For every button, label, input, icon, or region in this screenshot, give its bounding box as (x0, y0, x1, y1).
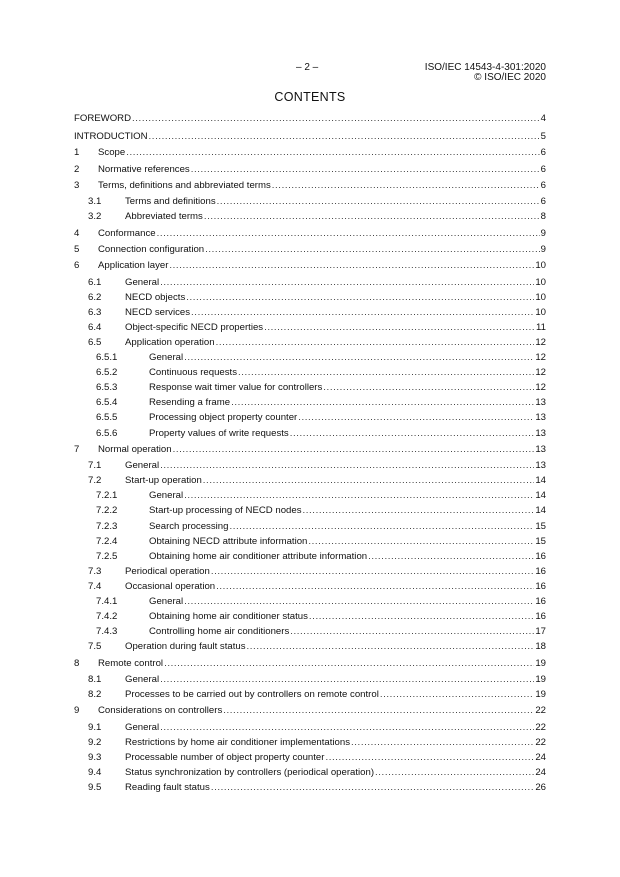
toc-entry-page: 5 (540, 131, 546, 142)
dot-leader (211, 565, 535, 578)
toc-entry-title: Conformance (98, 227, 156, 239)
toc-entry-page: 4 (540, 113, 546, 124)
toc-entry-title: General (125, 276, 160, 288)
toc-entry-page: 18 (535, 641, 546, 653)
toc-entry-title: Continuous requests (149, 367, 237, 379)
toc-entry-title: Occasional operation (125, 580, 216, 592)
toc-entry-title: Obtaining home air conditioner status (149, 611, 308, 623)
toc-entry-page: 12 (535, 382, 546, 394)
dot-leader (238, 366, 534, 379)
dot-leader (160, 673, 534, 686)
dot-leader (217, 195, 540, 208)
dot-leader (173, 443, 535, 456)
toc-entry-page: 6 (540, 196, 546, 208)
toc-entry-page: 16 (535, 611, 546, 623)
toc-entry-number: 6.2 (88, 291, 102, 303)
dot-leader (184, 351, 534, 364)
dot-leader (186, 291, 534, 304)
dot-leader (229, 520, 534, 533)
toc-entry-page: 13 (535, 397, 546, 409)
dot-leader (272, 179, 540, 192)
toc-entry-title: Processable number of object property counter (125, 751, 325, 763)
toc-entry[interactable] (74, 625, 546, 638)
toc-entry[interactable] (74, 595, 546, 608)
toc-entry[interactable] (74, 276, 546, 289)
toc-entry-title: Periodical operation (125, 565, 210, 577)
dot-leader (157, 227, 540, 240)
toc-entry[interactable] (74, 163, 546, 176)
toc-entry-number: 5 (74, 243, 80, 255)
toc-entry-number: 6.5.1 (96, 352, 118, 363)
toc-entry-title: Normal operation (98, 443, 172, 455)
dot-leader (211, 781, 535, 794)
toc-entry-title: Considerations on controllers (98, 705, 223, 717)
toc-entry[interactable] (74, 673, 546, 686)
toc-entry[interactable] (74, 751, 546, 764)
toc-entry-title: Restrictions by home air conditioner implementations (125, 736, 351, 748)
toc-entry-page: 14 (535, 490, 546, 502)
toc-entry-page: 15 (535, 535, 546, 547)
toc-entry-number: 7.2.3 (96, 520, 118, 532)
toc-entry-number: 9.2 (88, 736, 102, 748)
toc-entry-number: 8 (74, 657, 80, 669)
toc-entry[interactable] (74, 535, 546, 548)
toc-entry-page: 16 (535, 580, 546, 592)
toc-entry-number: 1 (74, 147, 80, 159)
toc-entry-page: 10 (535, 291, 546, 303)
toc-entry[interactable] (74, 766, 546, 779)
toc-entry-page: 6 (540, 147, 546, 159)
dot-leader (323, 381, 534, 394)
toc-entry[interactable] (74, 781, 546, 794)
toc-entry-title: Terms, definitions and abbreviated terms (98, 179, 271, 191)
toc-entry-page: 13 (535, 460, 546, 472)
toc-entry-page: 12 (535, 336, 546, 348)
toc-entry[interactable] (74, 227, 546, 240)
dot-leader (325, 751, 534, 764)
toc-entry-title: General (125, 721, 160, 733)
toc-entry-number: 7.2.2 (96, 505, 118, 517)
toc-entry[interactable] (74, 459, 546, 472)
toc-entry[interactable] (74, 721, 546, 734)
toc-entry-number: 2 (74, 163, 80, 175)
toc-entry-number: 6 (74, 260, 80, 272)
dot-leader (169, 259, 534, 272)
dot-leader (205, 243, 540, 256)
toc-entry-page: 10 (535, 306, 546, 318)
toc-entry-number: 7.2.5 (96, 550, 118, 562)
toc-entry-title: INTRODUCTION (74, 131, 148, 142)
toc-entry-number: 9.3 (88, 751, 102, 763)
toc-entry-title: Processes to be carried out by controllers on remote control (125, 689, 379, 700)
dot-leader (160, 721, 534, 734)
toc-entry[interactable] (74, 130, 546, 143)
toc-entry-page: 19 (535, 689, 546, 700)
toc-entry-title: Status synchronization by controllers (periodical operation) (125, 766, 375, 778)
toc-entry[interactable] (74, 306, 546, 319)
toc-entry-title: Object-specific NECD properties (125, 321, 264, 333)
toc-entry-page: 14 (535, 505, 546, 517)
toc-entry-number: 7.4.1 (96, 596, 118, 607)
toc-entry[interactable] (74, 427, 546, 440)
toc-entry-title: Application layer (98, 260, 169, 272)
toc-entry-page: 26 (535, 782, 546, 793)
dot-leader (160, 276, 534, 289)
toc-entry-number: 6.1 (88, 276, 102, 288)
toc-entry-page: 6 (540, 163, 546, 175)
toc-entry-page: 13 (535, 427, 546, 439)
dot-leader (290, 625, 534, 638)
toc-entry-title: Obtaining home air conditioner attribute information (149, 550, 368, 562)
toc-entry-number: 6.5.5 (96, 412, 118, 424)
toc-entry[interactable] (74, 704, 546, 717)
toc-entry-title: Start-up processing of NECD nodes (149, 505, 302, 517)
toc-entry-page: 10 (535, 276, 546, 288)
toc-entry[interactable] (74, 640, 546, 653)
toc-entry[interactable] (74, 565, 546, 578)
toc-entry-title: General (125, 673, 160, 685)
dot-leader (375, 766, 534, 779)
dot-leader (351, 736, 534, 749)
toc-entry[interactable] (74, 550, 546, 563)
toc-entry-number: 7.2 (88, 475, 102, 487)
toc-entry-page: 9 (540, 243, 546, 255)
toc-entry-title: Application operation (125, 336, 215, 348)
toc-entry[interactable] (74, 243, 546, 256)
toc-entry[interactable] (74, 321, 546, 334)
dot-leader (223, 704, 534, 717)
dot-leader (204, 210, 540, 223)
page-number: – 2 – (296, 62, 319, 73)
toc-entry-page: 24 (535, 751, 546, 763)
toc-entry-number: 3 (74, 179, 80, 191)
dot-leader (184, 595, 534, 608)
dot-leader (126, 146, 539, 159)
dot-leader (216, 336, 535, 349)
toc-entry[interactable] (74, 195, 546, 208)
dot-leader (298, 411, 534, 424)
toc-entry-page: 16 (535, 565, 546, 577)
toc-entry-number: 7.5 (88, 641, 102, 653)
toc-entry[interactable] (74, 504, 546, 517)
toc-entry-title: Search processing (149, 520, 229, 532)
dot-leader (380, 688, 535, 701)
standard-reference: ISO/IEC 14543-4-301:2020 (424, 62, 546, 73)
toc-entry[interactable] (74, 351, 546, 364)
toc-entry-number: 9.1 (88, 721, 102, 733)
dot-leader (290, 427, 535, 440)
toc-entry[interactable] (74, 146, 546, 159)
toc-entry-page: 22 (535, 705, 546, 717)
page-title: CONTENTS (274, 90, 346, 104)
toc-entry-page: 24 (535, 766, 546, 778)
toc-entry-number: 9.5 (88, 782, 102, 793)
dot-leader (203, 474, 535, 487)
toc-entry-number: 7.3 (88, 565, 102, 577)
toc-entry-title: FOREWORD (74, 113, 132, 124)
toc-entry-number: 9.4 (88, 766, 102, 778)
toc-entry-number: 8.1 (88, 673, 102, 685)
toc-entry[interactable] (74, 179, 546, 192)
dot-leader (303, 504, 535, 517)
toc-entry-title: Remote control (98, 657, 164, 669)
toc-entry[interactable] (74, 657, 546, 670)
toc-entry-title: NECD objects (125, 291, 186, 303)
toc-entry[interactable] (74, 381, 546, 394)
toc-entry[interactable] (74, 474, 546, 487)
dot-leader (191, 306, 534, 319)
toc-entry-title: Controlling home air conditioners (149, 626, 290, 638)
toc-entry-title: Normative references (98, 163, 190, 175)
toc-entry-title: Property values of write requests (149, 427, 289, 439)
dot-leader (164, 657, 534, 670)
toc-entry-page: 16 (535, 550, 546, 562)
toc-entry-number: 7 (74, 443, 80, 455)
dot-leader (132, 112, 540, 125)
dot-leader (191, 163, 540, 176)
toc-entry-page: 11 (536, 321, 546, 333)
toc-entry-title: General (149, 490, 184, 502)
toc-entry-title: General (125, 460, 160, 472)
toc-entry-page: 19 (535, 673, 546, 685)
toc-entry-title: Abbreviated terms (125, 211, 203, 223)
toc-entry[interactable] (74, 580, 546, 593)
toc-entry[interactable] (74, 489, 546, 502)
toc-entry-page: 19 (535, 657, 546, 669)
toc-entry-page: 15 (535, 520, 546, 532)
dot-leader (308, 535, 534, 548)
toc-entry-title: Processing object property counter (149, 412, 298, 424)
toc-entry-number: 6.5.4 (96, 397, 118, 409)
toc-entry-page: 8 (540, 211, 546, 223)
toc-entry-page: 22 (535, 721, 546, 733)
toc-entry-page: 17 (535, 626, 546, 638)
toc-entry-number: 6.5.2 (96, 367, 118, 379)
toc-entry-page: 14 (535, 475, 546, 487)
toc-entry[interactable] (74, 396, 546, 409)
toc-entry-title: Scope (98, 147, 126, 159)
toc-entry-page: 22 (535, 736, 546, 748)
toc-entry-title: Terms and definitions (125, 196, 216, 208)
toc-entry-number: 8.2 (88, 689, 102, 700)
toc-entry-title: Obtaining NECD attribute information (149, 535, 308, 547)
toc-entry-page: 16 (535, 596, 546, 607)
toc-entry-page: 9 (540, 227, 546, 239)
toc-entry[interactable] (74, 112, 546, 125)
toc-entry-title: Resending a frame (149, 397, 231, 409)
toc-entry-number: 6.3 (88, 306, 102, 318)
toc-entry[interactable] (74, 366, 546, 379)
toc-entry-number: 6.4 (88, 321, 102, 333)
toc-entry-number: 7.4.2 (96, 611, 118, 623)
dot-leader (184, 489, 534, 502)
dot-leader (231, 396, 534, 409)
dot-leader (309, 610, 534, 623)
toc-entry[interactable] (74, 210, 546, 223)
toc-entry-number: 6.5.6 (96, 427, 118, 439)
toc-entry-title: Connection configuration (98, 243, 205, 255)
toc-entry-number: 7.1 (88, 460, 102, 472)
toc-entry-page: 12 (535, 367, 546, 379)
toc-entry-page: 13 (535, 412, 546, 424)
dot-leader (149, 130, 540, 143)
toc-entry[interactable] (74, 411, 546, 424)
toc-entry-page: 10 (535, 260, 546, 272)
toc-entry-title: General (149, 352, 184, 363)
dot-leader (264, 321, 535, 334)
toc-entry-page: 13 (535, 443, 546, 455)
dot-leader (160, 459, 534, 472)
toc-entry-number: 7.2.4 (96, 535, 118, 547)
dot-leader (247, 640, 535, 653)
toc-entry[interactable] (74, 443, 546, 456)
toc-entry[interactable] (74, 520, 546, 533)
toc-entry-number: 4 (74, 227, 80, 239)
toc-entry-page: 12 (535, 352, 546, 363)
toc-entry-title: Reading fault status (125, 782, 210, 793)
toc-entry[interactable] (74, 259, 546, 272)
toc-entry-title: Operation during fault status (125, 641, 246, 653)
copyright-notice: © ISO/IEC 2020 (474, 72, 546, 83)
toc-entry-title: NECD services (125, 306, 191, 318)
toc-entry-number: 7.4.3 (96, 626, 118, 638)
toc-entry-title: General (149, 596, 184, 607)
toc-entry-number: 7.2.1 (96, 490, 118, 502)
toc-entry-number: 9 (74, 705, 80, 717)
toc-entry-title: Response wait timer value for controllers (149, 382, 323, 394)
toc-entry-number: 6.5.3 (96, 382, 118, 394)
toc-entry-number: 3.1 (88, 196, 102, 208)
dot-leader (368, 550, 534, 563)
toc-entry-number: 3.2 (88, 211, 102, 223)
toc-entry[interactable] (74, 688, 546, 701)
toc-entry-page: 6 (540, 179, 546, 191)
toc-entry-number: 7.4 (88, 580, 102, 592)
dot-leader (216, 580, 534, 593)
toc-entry[interactable] (74, 336, 546, 349)
toc-entry[interactable] (74, 291, 546, 304)
toc-entry[interactable] (74, 736, 546, 749)
toc-entry-number: 6.5 (88, 336, 102, 348)
toc-entry[interactable] (74, 610, 546, 623)
toc-entry-title: Start-up operation (125, 475, 202, 487)
